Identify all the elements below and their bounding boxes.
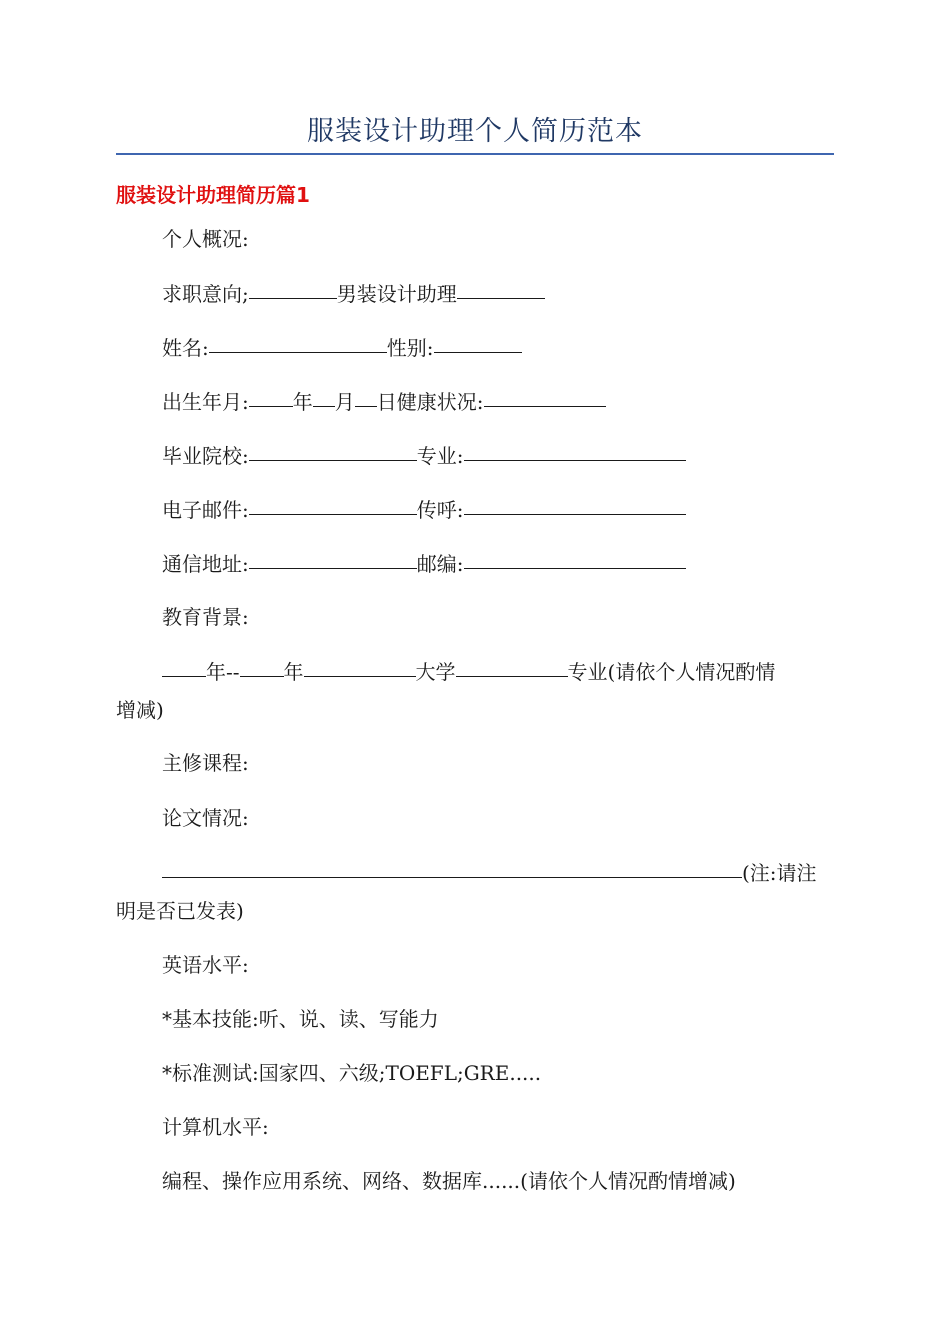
day-health-label: 日健康状况: (376, 390, 484, 414)
courses-label: 主修课程: (162, 751, 249, 775)
address-blank[interactable] (249, 546, 417, 569)
birth-day-blank[interactable] (355, 384, 377, 407)
birth-label: 出生年月: (162, 390, 249, 414)
email-label: 电子邮件: (162, 498, 249, 522)
school-label: 毕业院校: (162, 444, 249, 468)
name-blank[interactable] (209, 330, 387, 353)
email-blank[interactable] (249, 492, 417, 515)
job-intent-blank-before[interactable] (249, 276, 337, 299)
email-pager-line (162, 494, 686, 525)
education-detail-line (162, 656, 775, 687)
job-intent-value: 男装设计助理 (336, 282, 457, 306)
english-test: *标准测试:国家四、六级;TOEFL;GRE..... (162, 1061, 542, 1085)
courses-line (162, 748, 249, 778)
birth-year-blank[interactable] (249, 384, 293, 407)
gender-blank[interactable] (434, 330, 522, 353)
computer-skills: 编程、操作应用系统、网络、数据库......(请依个人情况酌情增减) (162, 1169, 736, 1193)
english-line (162, 950, 249, 980)
month-char: 月 (334, 390, 355, 414)
major-label: 专业: (416, 444, 464, 468)
pager-blank[interactable] (464, 492, 686, 515)
birth-month-blank[interactable] (313, 384, 335, 407)
english-test-line (162, 1058, 541, 1088)
name-gender-line (162, 332, 522, 363)
edu-university-blank[interactable] (304, 654, 416, 677)
education-label: 教育背景: (162, 605, 249, 629)
edu-university: 大学 (415, 660, 456, 684)
thesis-note: (注:请注 (742, 861, 817, 885)
thesis-blank[interactable] (162, 855, 742, 878)
computer-skills-line (162, 1166, 736, 1196)
thesis-note-cont: 明是否已发表) (116, 899, 244, 923)
english-skill: *基本技能:听、说、读、写能力 (162, 1007, 439, 1031)
birth-health-line (162, 386, 606, 417)
major-blank[interactable] (464, 438, 686, 461)
edu-year2: 年 (283, 660, 304, 684)
document-title: 服装设计助理个人简历范本 (307, 116, 643, 147)
edu-year1: 年-- (206, 660, 240, 684)
education-line (162, 602, 249, 632)
health-blank[interactable] (484, 384, 606, 407)
pager-label: 传呼: (416, 498, 464, 522)
edu-major-blank[interactable] (456, 654, 568, 677)
address-label: 通信地址: (162, 552, 249, 576)
year-char: 年 (292, 390, 313, 414)
edu-end-year-blank[interactable] (240, 654, 284, 677)
computer-label: 计算机水平: (162, 1115, 269, 1139)
overview-label: 个人概况: (162, 227, 249, 251)
thesis-detail-cont (116, 896, 244, 926)
school-blank[interactable] (249, 438, 417, 461)
address-zip-line (162, 548, 686, 579)
name-label: 姓名: (162, 336, 209, 360)
job-intent-blank-after[interactable] (457, 276, 545, 299)
overview-line (162, 224, 249, 254)
zip-blank[interactable] (464, 546, 686, 569)
computer-line (162, 1112, 269, 1142)
edu-start-year-blank[interactable] (162, 654, 206, 677)
thesis-label: 论文情况: (162, 806, 249, 830)
zip-label: 邮编: (416, 552, 464, 576)
thesis-line (162, 803, 249, 833)
english-label: 英语水平: (162, 953, 249, 977)
school-major-line (162, 440, 686, 471)
section-heading: 服装设计助理简历篇1 (116, 183, 310, 207)
edu-major-note: 专业(请依个人情况酌情 (567, 660, 776, 684)
job-intent-line (162, 278, 545, 309)
education-detail-cont (116, 695, 164, 725)
title-divider (116, 153, 834, 155)
gender-label: 性别: (386, 336, 434, 360)
english-skill-line (162, 1004, 439, 1034)
edu-major-note-cont: 增减) (116, 698, 164, 722)
thesis-detail-line (162, 857, 817, 888)
job-intent-label: 求职意向; (162, 282, 249, 306)
